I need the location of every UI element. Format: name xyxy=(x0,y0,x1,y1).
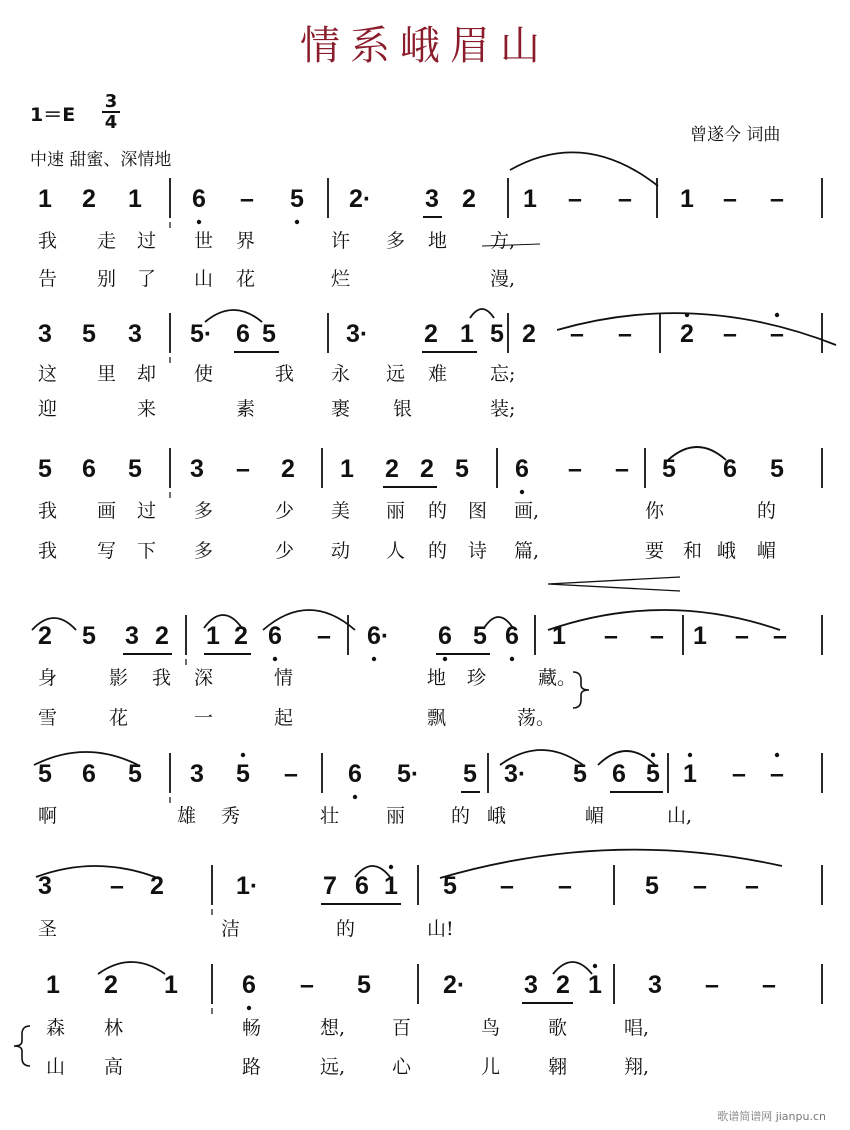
lyric-syllable: 写 xyxy=(97,540,117,562)
note: 1 xyxy=(680,185,694,213)
note: 5 xyxy=(573,760,587,788)
lyric-syllable: 少 xyxy=(275,500,295,522)
lyric-syllable: 要 xyxy=(645,540,665,562)
lyric-syllable: 来 xyxy=(137,398,157,420)
lyric-syllable: 翔, xyxy=(624,1056,650,1078)
note: 3 xyxy=(190,455,204,483)
lyric-syllable: 飘 xyxy=(427,707,447,729)
note: 6 xyxy=(236,320,250,348)
octave-dot-low xyxy=(372,657,376,661)
octave-dot-low xyxy=(510,657,514,661)
lyric-syllable: 唱, xyxy=(624,1017,650,1039)
slur-arc xyxy=(557,313,836,345)
lyric-syllable: 迎 xyxy=(38,398,58,420)
note: – xyxy=(705,971,719,999)
lyric-syllable: 壮 xyxy=(320,805,340,827)
note: – xyxy=(558,872,572,900)
note: – xyxy=(236,455,250,483)
note: 6 xyxy=(505,622,519,650)
note: – xyxy=(300,971,314,999)
lyric-syllable: 儿 xyxy=(481,1056,501,1078)
lyric-syllable: 美 xyxy=(331,500,351,522)
lyric-syllable: 装; xyxy=(490,398,516,420)
note: 6 xyxy=(242,971,256,999)
note: – xyxy=(723,185,737,213)
lyric-syllable: 少 xyxy=(275,540,295,562)
note: – xyxy=(745,872,759,900)
lyric-syllable: 起 xyxy=(274,707,294,729)
lyric-syllable: 百 xyxy=(392,1017,412,1039)
lyric-syllable: 鸟 xyxy=(481,1017,501,1039)
lyric-syllable: 素 xyxy=(236,398,256,420)
lyric-syllable: 歌 xyxy=(548,1017,568,1039)
lyric-syllable: 和 xyxy=(683,540,703,562)
lyric-syllable: 远, xyxy=(320,1056,346,1078)
note: – xyxy=(568,185,582,213)
lyric-syllable: 峨 xyxy=(487,805,507,827)
lyric-syllable: 想, xyxy=(320,1017,346,1039)
note: – xyxy=(604,622,618,650)
note: 2 xyxy=(385,455,399,483)
lyric-syllable: 过 xyxy=(137,500,157,522)
tempo-marking: 中速 甜蜜、深情地 xyxy=(30,150,172,170)
lyric-syllable: 地 xyxy=(428,230,448,252)
crescendo-hairpin xyxy=(548,577,680,591)
lyric-syllable: 啊 xyxy=(38,805,58,827)
note: 1 xyxy=(523,185,537,213)
note: 5 xyxy=(290,185,304,213)
lyric-syllable: 使 xyxy=(194,363,214,385)
note: – xyxy=(317,622,331,650)
lyric-syllable: 告 xyxy=(38,268,58,290)
note: 3 xyxy=(190,760,204,788)
note: 6 xyxy=(348,760,362,788)
note: – xyxy=(770,760,784,788)
note: 6 xyxy=(268,622,282,650)
note: 5 xyxy=(662,455,676,483)
lyric-syllable: 花 xyxy=(236,268,256,290)
note: 3· xyxy=(346,320,369,348)
note: 2 xyxy=(556,971,570,999)
note: – xyxy=(240,185,254,213)
key-signature: 1＝E xyxy=(30,104,76,126)
lyric-syllable: 藏。 xyxy=(538,667,577,689)
note: 2 xyxy=(281,455,295,483)
lyric-syllable: 篇, xyxy=(514,540,540,562)
lyric-syllable: 多 xyxy=(386,230,406,252)
note: 6 xyxy=(723,455,737,483)
note: 5 xyxy=(128,455,142,483)
note: – xyxy=(284,760,298,788)
note: 3 xyxy=(38,320,52,348)
slur-arc xyxy=(205,310,262,322)
lyric-syllable: 画 xyxy=(97,500,117,522)
lyric-syllable: 高 xyxy=(104,1056,124,1078)
lyric-syllable: 山 xyxy=(46,1056,66,1078)
note: – xyxy=(618,320,632,348)
lyric-syllable: 方, xyxy=(490,230,516,252)
note: 5 xyxy=(82,320,96,348)
lyric-syllable: 深 xyxy=(194,667,214,689)
note: 2· xyxy=(349,185,372,213)
lyric-syllable: 洁 xyxy=(221,918,241,940)
note: 1 xyxy=(46,971,60,999)
lyric-syllable: 了 xyxy=(137,268,157,290)
note: 5 xyxy=(82,622,96,650)
slur-arc xyxy=(470,309,494,318)
note: 5 xyxy=(455,455,469,483)
lyric-syllable: 身 xyxy=(38,667,58,689)
note: 1 xyxy=(460,320,474,348)
note: 5 xyxy=(490,320,504,348)
time-numerator: 3 xyxy=(104,91,118,112)
lyric-syllable: 山! xyxy=(427,918,454,940)
note: 3 xyxy=(125,622,139,650)
note: 5 xyxy=(473,622,487,650)
note: 3 xyxy=(425,185,439,213)
lyric-syllable: 畅 xyxy=(242,1017,262,1039)
note: 3 xyxy=(38,872,52,900)
note: 7 xyxy=(323,872,337,900)
lyric-syllable: 丽 xyxy=(386,500,406,522)
octave-dot-low xyxy=(295,220,299,224)
note: 2 xyxy=(38,622,52,650)
lyric-syllable: 的 xyxy=(428,540,448,562)
lyric-syllable: 路 xyxy=(242,1056,262,1078)
note: 2 xyxy=(104,971,118,999)
octave-dot-high xyxy=(241,753,245,757)
lyric-syllable: 动 xyxy=(331,540,351,562)
lyric-syllable: 珍 xyxy=(467,667,487,689)
lyric-syllable: 地 xyxy=(427,667,447,689)
note: 6 xyxy=(82,455,96,483)
note: – xyxy=(770,185,784,213)
lyric-syllable: 翱 xyxy=(548,1056,568,1078)
note: 5 xyxy=(128,760,142,788)
lyric-syllable: 界 xyxy=(236,230,256,252)
note: – xyxy=(110,872,124,900)
lyric-syllable: 里 xyxy=(97,363,117,385)
note: 1 xyxy=(552,622,566,650)
lyric-syllable: 嵋 xyxy=(757,540,777,562)
note: 1 xyxy=(683,760,697,788)
note: 5 xyxy=(357,971,371,999)
lyric-syllable: 的 xyxy=(428,500,448,522)
note: 5 xyxy=(645,872,659,900)
slur-arc xyxy=(510,152,658,186)
lyric-syllable: 漫, xyxy=(490,268,516,290)
note: 6 xyxy=(612,760,626,788)
note: – xyxy=(770,320,784,348)
note: 2 xyxy=(420,455,434,483)
note: 1 xyxy=(340,455,354,483)
time-denominator: 4 xyxy=(102,111,120,132)
note: 6 xyxy=(515,455,529,483)
note: – xyxy=(615,455,629,483)
lyric-syllable: 影 xyxy=(109,667,129,689)
octave-dot-high xyxy=(688,753,692,757)
lyric-syllable: 烂 xyxy=(331,268,351,290)
note: 1 xyxy=(693,622,707,650)
octave-dot-low xyxy=(197,220,201,224)
note: 5 xyxy=(443,872,457,900)
note: – xyxy=(650,622,664,650)
lyric-syllable: 多 xyxy=(194,540,214,562)
note: 2 xyxy=(155,622,169,650)
lyric-syllable: 圣 xyxy=(38,918,58,940)
lyric-syllable: 多 xyxy=(194,500,214,522)
slur-arc xyxy=(668,447,726,460)
lyric-syllable: 我 xyxy=(38,500,58,522)
octave-dot-low xyxy=(353,795,357,799)
note: 5 xyxy=(646,760,660,788)
note: 5 xyxy=(38,760,52,788)
lyric-syllable: 的 xyxy=(336,918,356,940)
octave-dot-low xyxy=(443,657,447,661)
lyric-syllable: 你 xyxy=(645,500,665,522)
lyric-syllable: 心 xyxy=(392,1056,412,1078)
lyric-syllable: 走 xyxy=(97,230,117,252)
note: 5· xyxy=(190,320,213,348)
lyric-syllable: 图 xyxy=(468,500,488,522)
song-title: 情系峨眉山 xyxy=(300,23,550,69)
lyric-syllable: 嵋 xyxy=(585,805,605,827)
slur-arc xyxy=(440,850,782,878)
lyric-syllable: 裹 xyxy=(331,398,351,420)
note: 2 xyxy=(424,320,438,348)
lyric-syllable: 许 xyxy=(331,230,351,252)
note: 3 xyxy=(524,971,538,999)
lyric-syllable: 难 xyxy=(428,363,448,385)
lyric-syllable: 山, xyxy=(667,805,693,827)
note: – xyxy=(693,872,707,900)
lyric-syllable: 忘; xyxy=(490,363,516,385)
note: – xyxy=(723,320,737,348)
lyric-syllable: 花 xyxy=(109,707,129,729)
note: 2 xyxy=(522,320,536,348)
note: – xyxy=(500,872,514,900)
note: 2 xyxy=(462,185,476,213)
note: 2 xyxy=(234,622,248,650)
lyric-syllable: 诗 xyxy=(468,540,488,562)
lyric-syllable: 林 xyxy=(104,1017,124,1039)
note: 6 xyxy=(192,185,206,213)
lyric-syllable: 过 xyxy=(137,230,157,252)
lyric-syllable: 山 xyxy=(194,268,214,290)
note: 1 xyxy=(206,622,220,650)
octave-dot-high xyxy=(389,865,393,869)
lyric-syllable: 下 xyxy=(137,540,157,562)
note: – xyxy=(732,760,746,788)
lyric-syllable: 秀 xyxy=(221,805,241,827)
lyric-syllable: 森 xyxy=(46,1017,66,1039)
note: 2 xyxy=(82,185,96,213)
lyric-syllable: 却 xyxy=(137,363,157,385)
note: 6· xyxy=(367,622,390,650)
octave-dot-low xyxy=(520,490,524,494)
note: – xyxy=(570,320,584,348)
note: – xyxy=(762,971,776,999)
lyric-syllable: 雄 xyxy=(177,805,197,827)
octave-dot-high xyxy=(651,753,655,757)
note: 5· xyxy=(397,760,420,788)
lyric-syllable: 我 xyxy=(38,230,58,252)
octave-dot-high xyxy=(775,313,779,317)
octave-dot-low xyxy=(273,657,277,661)
note: 3 xyxy=(648,971,662,999)
lyric-syllable: 情 xyxy=(274,667,294,689)
note: 5 xyxy=(262,320,276,348)
lyric-syllable: 丽 xyxy=(386,805,406,827)
lyric-syllable: 的 xyxy=(757,500,777,522)
note: 1 xyxy=(128,185,142,213)
lyric-syllable: 雪 xyxy=(38,707,58,729)
note: 1 xyxy=(384,872,398,900)
note: 5 xyxy=(770,455,784,483)
note: 5 xyxy=(38,455,52,483)
note: 1 xyxy=(588,971,602,999)
lyric-syllable: 一 xyxy=(194,707,214,729)
lyric-syllable: 我 xyxy=(275,363,295,385)
note: 2 xyxy=(680,320,694,348)
author-credit: 曾遂今 词曲 xyxy=(690,125,781,145)
lyric-syllable: 画, xyxy=(514,500,540,522)
note: – xyxy=(568,455,582,483)
lyric-syllable: 的 xyxy=(451,805,471,827)
note: 5 xyxy=(463,760,477,788)
note: 1· xyxy=(236,872,259,900)
note: 1 xyxy=(164,971,178,999)
watermark: 歌谱简谱网 jianpu.cn xyxy=(717,1110,826,1123)
note: 3· xyxy=(504,760,527,788)
lyric-syllable: 别 xyxy=(97,268,117,290)
lyric-syllable: 峨 xyxy=(717,540,737,562)
lyric-syllable: 远 xyxy=(386,363,406,385)
note: 2· xyxy=(443,971,466,999)
lyric-syllable: 人 xyxy=(386,540,406,562)
lyric-syllable: 这 xyxy=(38,363,58,385)
octave-dot-low xyxy=(247,1006,251,1010)
verse-brace xyxy=(14,1026,30,1066)
lyric-syllable: 我 xyxy=(152,667,172,689)
slur-arc xyxy=(36,866,155,877)
note: 6 xyxy=(355,872,369,900)
note: 2 xyxy=(150,872,164,900)
note: – xyxy=(773,622,787,650)
note: 6 xyxy=(438,622,452,650)
note: – xyxy=(618,185,632,213)
note: 3 xyxy=(128,320,142,348)
lyric-syllable: 银 xyxy=(393,398,413,420)
octave-dot-high xyxy=(593,964,597,968)
note: 6 xyxy=(82,760,96,788)
lyric-syllable: 荡。 xyxy=(517,707,556,729)
note: 1 xyxy=(38,185,52,213)
lyric-syllable: 永 xyxy=(331,363,351,385)
note: 5 xyxy=(236,760,250,788)
note: – xyxy=(735,622,749,650)
octave-dot-high xyxy=(775,753,779,757)
lyric-syllable: 我 xyxy=(38,540,58,562)
lyric-syllable: 世 xyxy=(194,230,214,252)
